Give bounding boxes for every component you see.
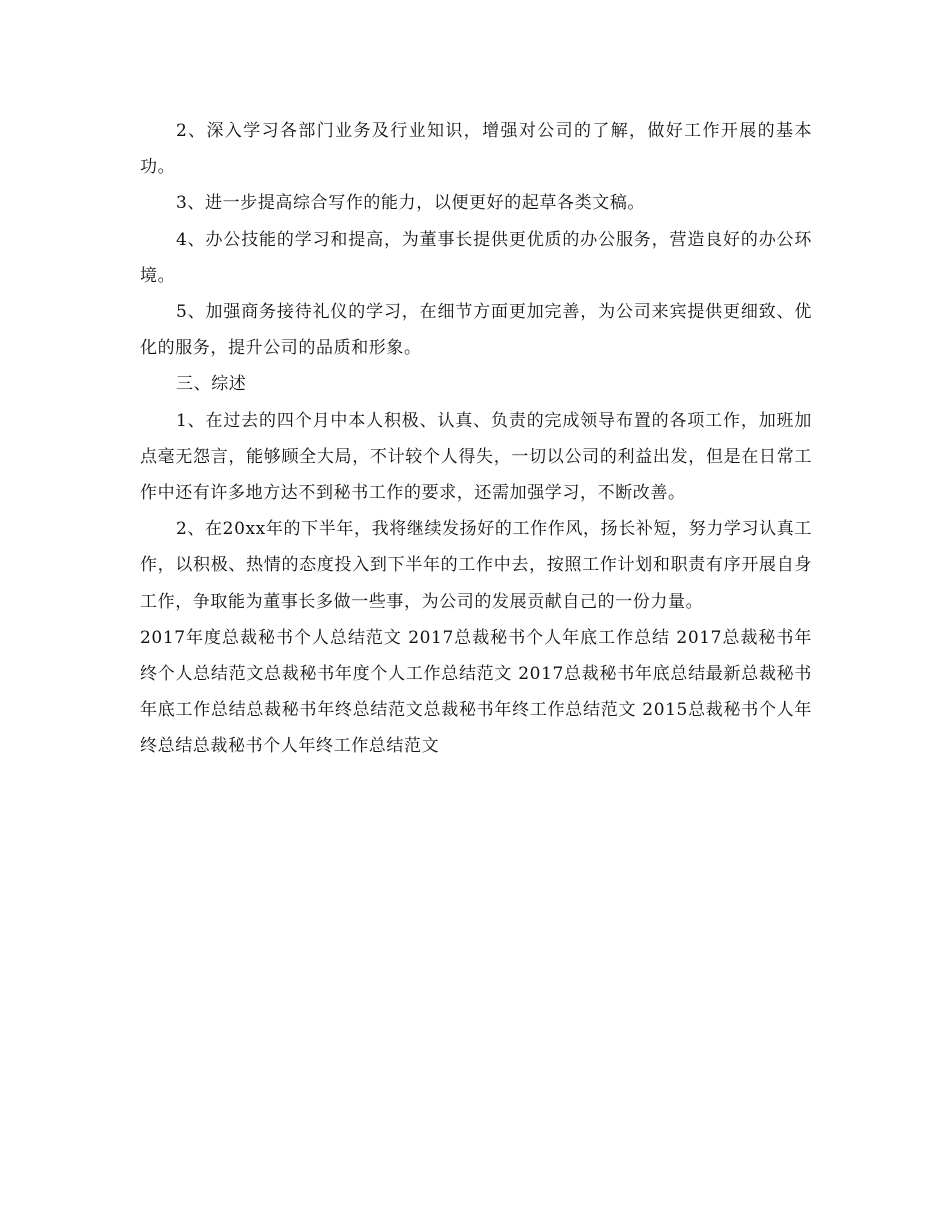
paragraph-point-2: 2、深入学习各部门业务及行业知识，增强对公司的了解，做好工作开展的基本功。 (140, 121, 812, 178)
paragraph-summary-1: 1、在过去的四个月中本人积极、认真、负责的完成领导布置的各项工作，加班加点毫无怨言，能够顾全大局，不计较个人得失，一切以公司的利益出发，但是在日常工作中还有许多地方达不到秘书工作的要求，还需加强学习，不断改善。 (140, 410, 812, 504)
paragraph-point-3: 3、进一步提高综合写作的能力，以便更好的起草各类文稿。 (176, 193, 646, 214)
related-articles-text: 2017年度总裁秘书个人总结范文 2017总裁秘书个人年底工作总结 2017总裁秘书年终个人总结范文总裁秘书年度个人工作总结范文 2017总裁秘书年底总结最新总裁秘书年底工作总结总裁秘书年终总结范文总裁秘书年终工作总结范文 2015总裁秘书个人年终总结总裁秘书个人年终工作总结范文 (140, 627, 812, 757)
document-page (140, 113, 812, 765)
paragraph-summary-2: 2、在20xx年的下半年，我将继续发扬好的工作作风，扬长补短，努力学习认真工作，以积极、热情的态度投入到下半年的工作中去，按照工作计划和职责有序开展自身工作，争取能为董事长多做一些事，为公司的发展贡献自己的一份力量。 (140, 519, 812, 612)
paragraph-point-4: 4、办公技能的学习和提高，为董事长提供更优质的办公服务，营造良好的办公环境。 (140, 229, 812, 286)
section-heading-summary: 三、综述 (176, 374, 247, 395)
paragraph-point-5: 5、加强商务接待礼仪的学习，在细节方面更加完善，为公司来宾提供更细致、优化的服务，提升公司的品质和形象。 (140, 302, 812, 359)
